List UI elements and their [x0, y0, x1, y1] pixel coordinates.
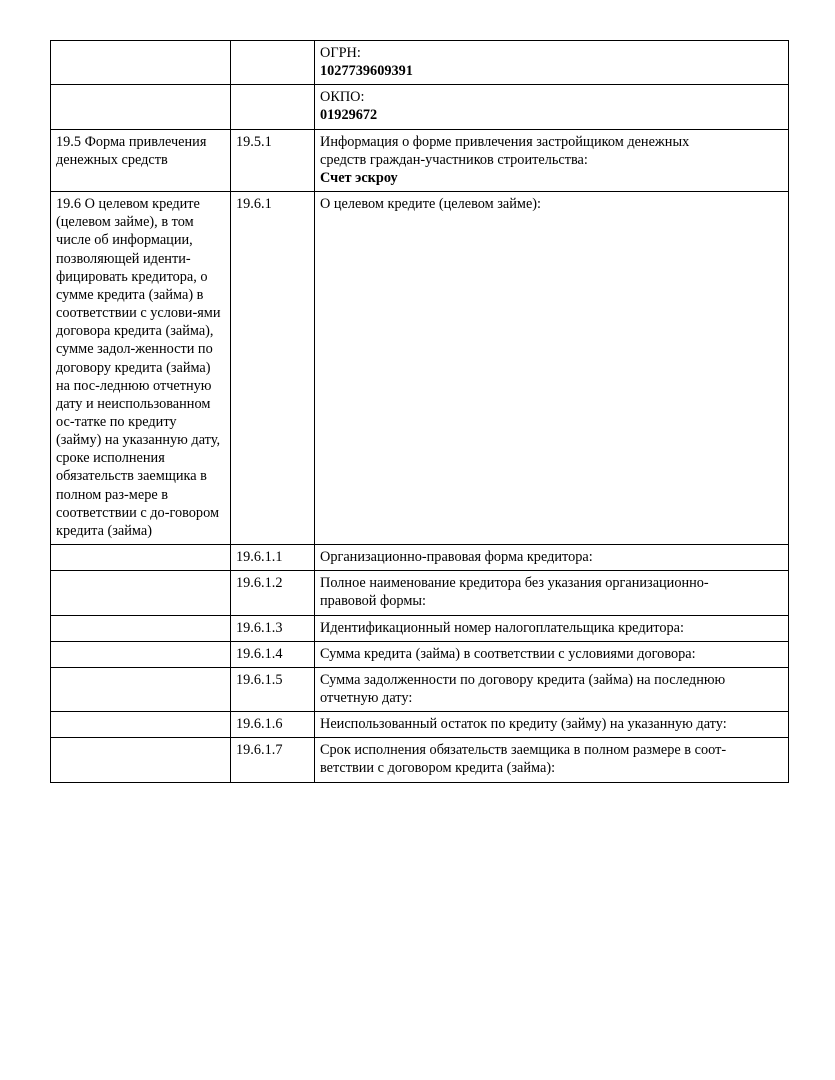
- content-line: Срок исполнения обязательств заемщика в полном размере в соот-: [320, 742, 727, 759]
- row-label-cell: [51, 545, 231, 571]
- row-label-cell: [51, 667, 231, 711]
- row-number-cell: [231, 41, 315, 85]
- content-line: Полное наименование кредитора без указания организационно-: [320, 575, 709, 592]
- table-row: [51, 738, 789, 782]
- row-number-cell: 19.6.1.1: [231, 545, 315, 571]
- row-label-cell: [51, 615, 231, 641]
- content-line: Организационно-правовая форма кредитора:: [320, 549, 593, 566]
- content-line: Сумма задолженности по договору кредита (займа) на последнюю: [320, 671, 726, 688]
- content-line: правовой формы:: [320, 593, 426, 610]
- row-number-cell: 19.5.1: [231, 129, 315, 191]
- row-content-cell: [315, 85, 789, 129]
- row-content-cell: [315, 545, 789, 571]
- content-value: 01929672: [320, 107, 378, 124]
- row-label-cell: [51, 85, 231, 129]
- table-row: [51, 641, 789, 667]
- row-label-cell: [51, 712, 231, 738]
- row-content-cell: [315, 41, 789, 85]
- row-content-cell: [315, 571, 789, 615]
- content-line: средств граждан-участников строительства:: [320, 151, 588, 168]
- row-number-cell: 19.6.1: [231, 192, 315, 545]
- row-label-cell: [51, 41, 231, 85]
- row-label-cell: [51, 571, 231, 615]
- row-content-cell: [315, 615, 789, 641]
- row-label-cell: 19.6 О целевом кредите (целевом займе), в том числе об информации, позволяющей иденти-фицировать кредитора, о сумме кредита (займа) в соответствии с услови-ями договора кредита (займа), сумме задол-женности по договору кредита (займа) на пос-леднюю отчетную дату и неиспользованном ос-татке по кредиту (займу) на указанную дату, сроке исполнения обязательств заемщика в полном раз-мере в соответствии с до-говором кредита (займа): [51, 192, 231, 545]
- content-line: Сумма кредита (займа) в соответствии с условиями договора:: [320, 645, 696, 662]
- row-number-cell: 19.6.1.2: [231, 571, 315, 615]
- content-line: ветствии с договором кредита (займа):: [320, 760, 556, 777]
- row-number-cell: 19.6.1.5: [231, 667, 315, 711]
- row-label-cell: [51, 641, 231, 667]
- row-content-cell: [315, 667, 789, 711]
- row-content-cell: [315, 641, 789, 667]
- content-line: Неиспользованный остаток по кредиту (займу) на указанную дату:: [320, 716, 727, 733]
- table-row: [51, 41, 789, 85]
- content-line: Информация о форме привлечения застройщиком денежных: [320, 133, 690, 150]
- table-row: [51, 129, 789, 191]
- row-content-cell: [315, 129, 789, 191]
- row-number-cell: 19.6.1.4: [231, 641, 315, 667]
- content-value: 1027739609391: [320, 63, 413, 80]
- table-row: [51, 571, 789, 615]
- row-label-cell: 19.5 Форма привлечения денежных средств: [51, 129, 231, 191]
- content-line: отчетную дату:: [320, 690, 413, 706]
- content-line: О целевом кредите (целевом займе):: [320, 196, 542, 213]
- table-row: [51, 192, 789, 545]
- table-row: [51, 85, 789, 129]
- row-label-cell: [51, 738, 231, 782]
- row-number-cell: 19.6.1.7: [231, 738, 315, 782]
- content-line: ОГРН:: [320, 45, 361, 61]
- content-value: Счет эскроу: [320, 169, 398, 186]
- row-content-cell: [315, 738, 789, 782]
- row-number-cell: 19.6.1.3: [231, 615, 315, 641]
- table-row: [51, 667, 789, 711]
- table-row: [51, 615, 789, 641]
- row-number-cell: 19.6.1.6: [231, 712, 315, 738]
- project-declaration-table: [50, 40, 789, 783]
- content-line: ОКПО:: [320, 89, 365, 106]
- table-row: [51, 712, 789, 738]
- row-number-cell: [231, 85, 315, 129]
- row-content-cell: [315, 192, 789, 545]
- content-line: Идентификационный номер налогоплательщика кредитора:: [320, 619, 684, 636]
- table-row: [51, 545, 789, 571]
- row-content-cell: [315, 712, 789, 738]
